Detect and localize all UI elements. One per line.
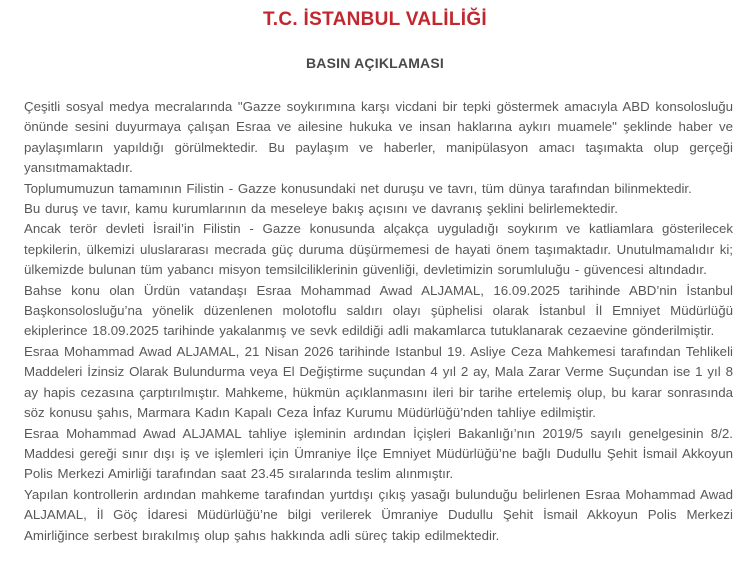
press-release-paragraph: Yapılan kontrollerin ardından mahkeme tarafından yurtdışı çıkış yasağı bulunduğu belirlenen Esraa Mohammad Awad ALJAMAL, İl Göç İdaresi Müdürlüğü’ne bilgi verilerek Ümraniye Dudullu Şehit İsmail Akkoyun Polis Merkezi Amirliğince serbest bırakılmış olup şahıs hakkında adli süreç takip edilmektedir.: [24, 486, 733, 543]
press-release-paragraph: Toplumumuzun tamamının Filistin - Gazze konusundaki net duruşu ve tavrı, tüm dünya tarafından bilinmektedir.: [24, 180, 692, 196]
press-release-paragraph: Esraa Mohammad Awad ALJAMAL tahliye işleminin ardından İçişleri Bakanlığı’nın 2019/5 sayılı genelgesinin 8/2. Maddesi gereği sınır dışı iş ve işlemleri için Ümraniye İlçe Emniyet Müdürlüğü’ne bağlı Dudullu Şehit İsmail Akkoyun Polis Merkezi Amirliği tarafından saat 23.45 sıralarında teslim alınmıştır.: [24, 425, 733, 482]
press-release-body: [0, 71, 750, 546]
press-release-paragraph: Çeşitli sosyal medya mecralarında "Gazze soykırımına karşı vicdani bir tepki göstermek amacıyla ABD konsolosluğu önünde sesini duyurmaya çalışan Esraa ve ailesine hukuka ve insan haklarına aykırı muamele" şeklinde haber ve paylaşımların yapıldığı görülmektedir. Bu paylaşım ve haberler, manipülasyon amacı taşımakta olup gerçeği yansıtmamaktadır.: [24, 99, 733, 176]
page-title: T.C. İSTANBUL VALİLİĞİ: [262, 9, 488, 30]
press-release-paragraph: Bahse konu olan Ürdün vatandaşı Esraa Mohammad Awad ALJAMAL, 16.09.2025 tarihinde ABD’nin İstanbul Başkonsolosluğu’na yönelik düzenlenen molotoflu saldırı olayı şüphelisi olarak İstanbul İl Emniyet Müdürlüğü ekiplerince 18.09.2025 tarihinde yakalanmış ve sevk edildiği adli makamlarca tutuklanarak cezaevine gönderilmiştir.: [24, 282, 733, 339]
press-release-paragraph: Bu duruş ve tavır, kamu kurumlarının da meseleye bakış açısını ve davranış şeklini belirlemektedir.: [24, 201, 618, 217]
press-release-paragraph: Esraa Mohammad Awad ALJAMAL, 21 Nisan 2026 tarihinde Istanbul 19. Asliye Ceza Mahkemesi tarafından Tehlikeli Maddeleri İzinsiz Olarak Bulundurma veya El Değiştirme suçundan 4 yıl 2 ay, Mala Zarar Verme Suçundan ise 1 yıl 8 ay hapis cezasına çarptırılmıştır. Mahkeme, hükmün açıklanmasını ileri bir tarihe ertelemiş olup, bu karar sonrasında söz konusu şahıs, Marmara Kadın Kapalı Ceza İnfaz Kurumu Müdürlüğü’nden tahliye edilmiştir.: [24, 343, 733, 421]
page-subtitle: BASIN AÇIKLAMASI: [305, 55, 444, 71]
press-release-paragraph: Ancak terör devleti İsrail’in Filistin - Gazze konusunda alçakça uyguladığı soykırım ve katliamlara gösterilecek tepkilerin, ülkemizi uluslararası mecrada güç duruma düşürmemesi de hayati önem taşımaktadır. Unutulmamalıdır ki; ülkemizde bulunan tüm yabancı misyon temsilciliklerinin güvenliği, devletimizin sorumluluğu - güvencesi altındadır.: [24, 221, 733, 278]
